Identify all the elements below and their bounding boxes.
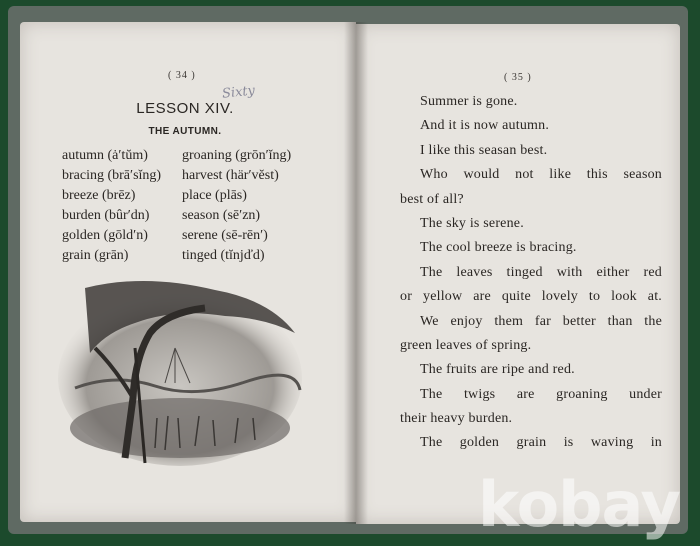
- lesson-title: LESSON XIV.: [136, 100, 234, 117]
- text-line: The golden grain is waving in: [420, 435, 662, 451]
- vocab-word: harvest (här′vĕst): [182, 168, 279, 183]
- vocab-word: grain (grān): [62, 248, 129, 263]
- book-gutter: [344, 22, 368, 524]
- vocab-word: bracing (brā′sĭng): [62, 168, 162, 183]
- vocab-word: tinged (tĭnjďd): [182, 248, 265, 263]
- vocab-row: [62, 206, 332, 226]
- handwritten-note: Sixty: [221, 83, 256, 102]
- text-line: We enjoy them far better than the: [420, 313, 662, 329]
- vocab-row: [62, 246, 332, 266]
- autumn-tree-illustration: [55, 278, 305, 468]
- vocab-row: [62, 226, 332, 246]
- watermark: kobay: [478, 468, 680, 541]
- lesson-subtitle: THE AUTUMN.: [148, 126, 222, 137]
- text-line: Summer is gone.: [420, 94, 518, 109]
- lesson-text: [400, 90, 662, 456]
- text-line: or yellow are quite lovely to look at.: [400, 289, 662, 305]
- vocab-word: serene (sē-rēn′): [182, 228, 268, 243]
- text-line: The cool breeze is bracing.: [420, 240, 577, 256]
- vocab-word: burden (bûr′dn): [62, 208, 150, 223]
- text-line: The sky is serene.: [420, 215, 524, 231]
- page-number-left: ( 34 ): [168, 70, 196, 81]
- vocab-row: [62, 186, 332, 206]
- vocab-row: [62, 146, 332, 166]
- text-line: The leaves tinged with either red: [420, 264, 662, 280]
- vocab-word: breeze (brēz): [62, 188, 136, 203]
- vocab-word: season (sē′zn): [182, 208, 261, 223]
- text-line: The twigs are groaning under: [420, 386, 662, 402]
- text-line: best of all?: [400, 191, 464, 207]
- text-line: The fruits are ripe and red.: [420, 362, 575, 378]
- text-line: And it is now autumn.: [420, 118, 550, 134]
- vocab-row: [62, 166, 332, 186]
- text-line: Who would not like this season: [420, 167, 662, 183]
- text-line: their heavy burden.: [400, 411, 513, 427]
- page-number-right: ( 35 ): [504, 72, 532, 83]
- vocab-word: golden (gōld′n): [62, 228, 148, 243]
- vocab-word: autumn (ȧ′tŭm): [62, 148, 148, 163]
- vocabulary-list: [62, 146, 332, 266]
- vocab-word: place (plās): [182, 188, 247, 203]
- vocab-word: groaning (grōn′ĭng): [182, 148, 292, 163]
- text-line: I like this seasan best.: [420, 142, 548, 158]
- text-line: green leaves of spring.: [400, 337, 532, 353]
